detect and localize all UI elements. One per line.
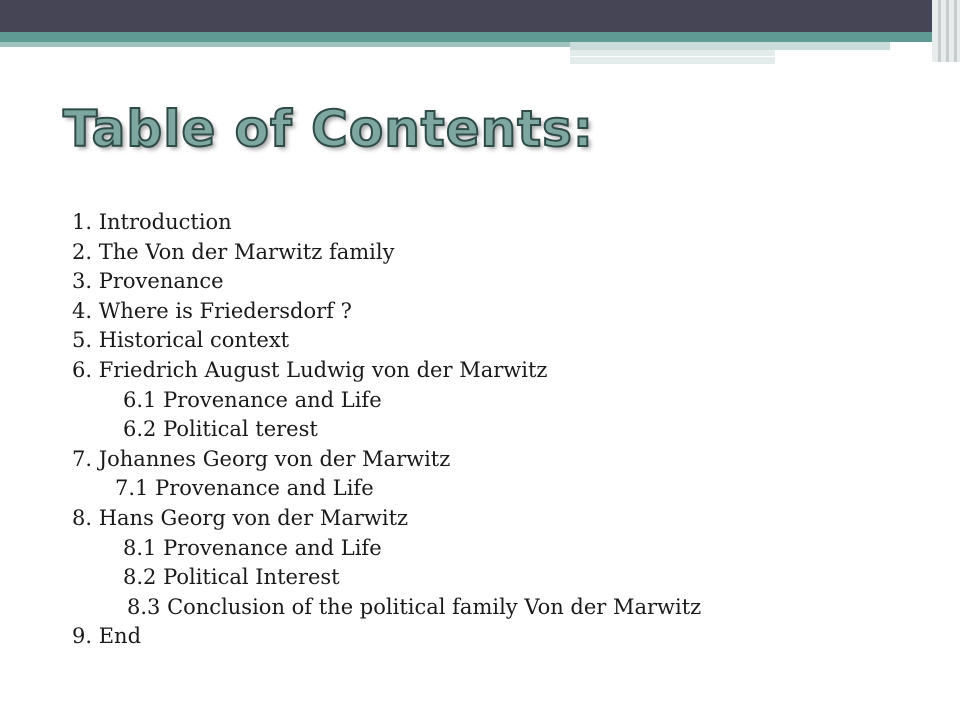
header-thin-line [570,56,775,57]
toc-subitem: 7.1 Provenance and Life [115,476,374,501]
corner-line [946,0,949,62]
header-accent-strip [0,32,960,42]
toc-item: 5. Historical context [72,328,290,353]
table-of-contents [72,208,701,652]
toc-subitem: 8.1 Provenance and Life [123,535,382,560]
toc-item: 9. End [72,624,142,649]
corner-line [938,0,941,62]
header-bar [0,0,960,32]
slide-title: Table of Contents: [63,100,594,158]
toc-item: 1. Introduction [72,210,232,234]
toc-item: 3. Provenance [72,269,224,294]
toc-subitem: 8.2 Political Interest [123,565,340,590]
header-light-strip-right [570,42,890,50]
toc-subitem: 6.2 Political terest [123,417,318,442]
toc-item: 4. Where is Friedersdorf ? [72,298,352,323]
toc-item: 6. Friedrich August Ludwig von der Marwitz [72,357,548,382]
header-light-strip-right-lower [570,50,775,64]
toc-subitem: 8.3 Conclusion of the political family Von der Marwitz [127,594,702,619]
toc-item: 8. Hans Georg von der Marwitz [72,505,409,530]
toc-item: 2. The Von der Marwitz family [72,239,395,264]
header-corner-decoration [932,0,960,62]
corner-line [954,0,957,62]
header-light-strip [0,42,570,47]
toc-item: 7. Johannes Georg von der Marwitz [72,446,451,471]
toc-subitem: 6.1 Provenance and Life [123,387,382,412]
